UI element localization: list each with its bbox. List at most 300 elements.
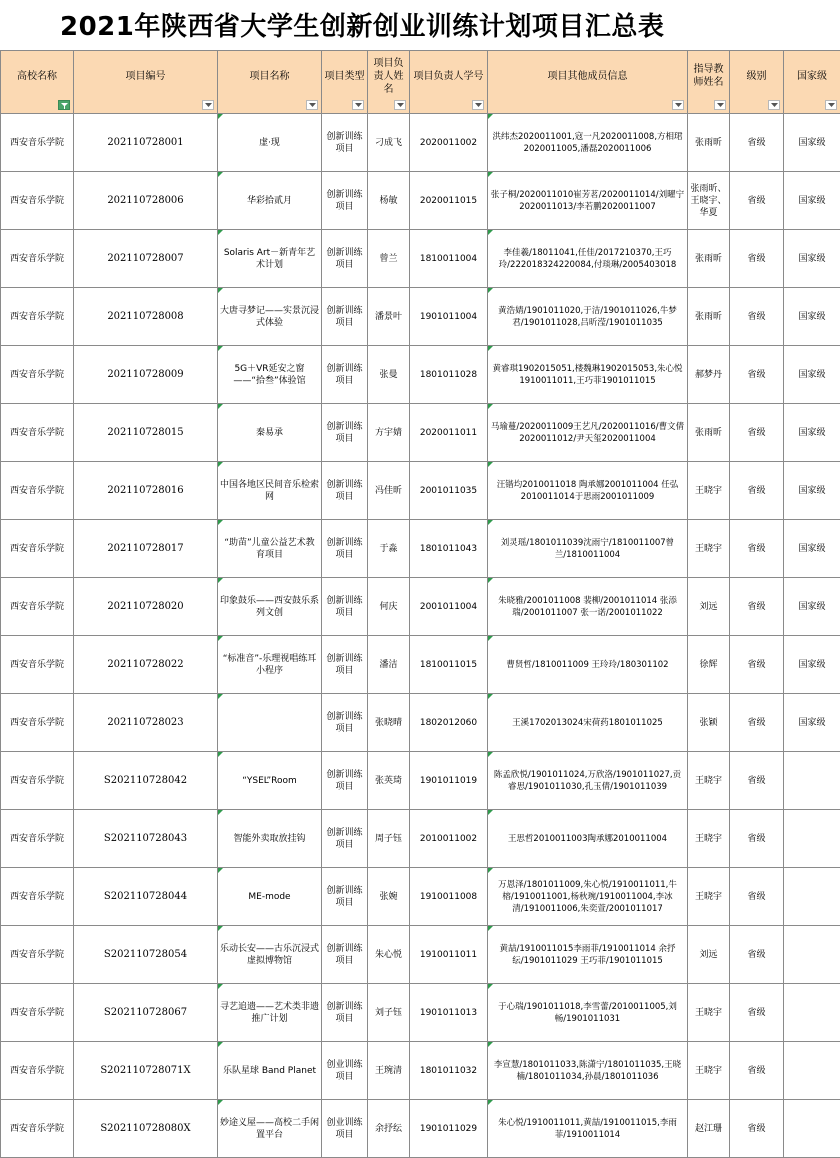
level-cell[interactable]: [730, 578, 784, 636]
national-cell[interactable]: [784, 752, 840, 810]
members-cell[interactable]: [488, 636, 688, 694]
cell-text: S202110728042: [104, 775, 187, 786]
cell-text: 王晓宇: [695, 834, 722, 844]
project-name-cell[interactable]: [218, 752, 322, 810]
cell-text: 1801011043: [420, 544, 477, 554]
cell-text: Solaris Art－新青年艺术计划: [224, 248, 315, 270]
project-name-cell[interactable]: [218, 172, 322, 230]
national-cell[interactable]: [784, 114, 840, 172]
advisor-cell[interactable]: [688, 346, 730, 404]
cell-text: 黄喆/1910011015李雨菲/1910011014 余抒纭/1901011029 王巧菲/1901011015: [499, 944, 675, 966]
filter-dropdown-icon[interactable]: [472, 100, 484, 110]
filter-dropdown-icon[interactable]: [672, 100, 684, 110]
members-cell[interactable]: [488, 114, 688, 172]
leader-id-cell[interactable]: [410, 114, 488, 172]
filter-dropdown-icon[interactable]: [825, 100, 837, 110]
advisor-cell[interactable]: [688, 636, 730, 694]
project-name-cell[interactable]: [218, 230, 322, 288]
cell-text: 西安音乐学院: [10, 718, 64, 728]
level-cell[interactable]: [730, 1042, 784, 1100]
cell-text: 赵江珊: [695, 1124, 722, 1134]
leader-id-cell[interactable]: [410, 984, 488, 1042]
national-cell[interactable]: [784, 1042, 840, 1100]
school-cell[interactable]: [1, 1042, 74, 1100]
leader-name-cell[interactable]: [368, 578, 410, 636]
filter-dropdown-icon[interactable]: [306, 100, 318, 110]
cell-text: “标准音”-乐理视唱练耳小程序: [223, 654, 317, 676]
advisor-cell[interactable]: [688, 230, 730, 288]
cell-text: 王晓宇: [695, 776, 722, 786]
leader-name-cell[interactable]: [368, 694, 410, 752]
national-cell[interactable]: [784, 578, 840, 636]
project-type-cell[interactable]: [322, 520, 368, 578]
table-row: [1, 288, 840, 346]
project-name-cell[interactable]: [218, 114, 322, 172]
leader-name-cell[interactable]: [368, 636, 410, 694]
cell-comment-marker: [488, 752, 493, 757]
cell-comment-marker: [218, 578, 223, 583]
leader-id-cell[interactable]: [410, 868, 488, 926]
project-type-cell[interactable]: [322, 984, 368, 1042]
level-cell[interactable]: [730, 1100, 784, 1158]
level-cell[interactable]: [730, 520, 784, 578]
cell-text: 于心瑞/1901011018,李雪蕾/2010011005,刘畅/1901011031: [498, 1002, 677, 1024]
project-id-cell[interactable]: [74, 1100, 218, 1158]
project-id-cell[interactable]: [74, 114, 218, 172]
advisor-cell[interactable]: [688, 462, 730, 520]
project-name-cell[interactable]: [218, 810, 322, 868]
members-cell[interactable]: [488, 520, 688, 578]
cell-text: 印象鼓乐——西安鼓乐系列文创: [220, 596, 319, 618]
school-cell[interactable]: [1, 114, 74, 172]
leader-id-cell[interactable]: [410, 636, 488, 694]
members-cell[interactable]: [488, 578, 688, 636]
leader-name-cell[interactable]: [368, 172, 410, 230]
project-type-cell[interactable]: [322, 752, 368, 810]
leader-name-cell[interactable]: [368, 926, 410, 984]
leader-id-cell[interactable]: [410, 810, 488, 868]
cell-text: 刘子钰: [375, 1008, 402, 1018]
table-row: [1, 230, 840, 288]
leader-name-cell[interactable]: [368, 984, 410, 1042]
cell-text: 202110728009: [107, 369, 183, 380]
members-cell[interactable]: [488, 346, 688, 404]
project-id-cell[interactable]: [74, 810, 218, 868]
members-cell[interactable]: [488, 462, 688, 520]
school-cell[interactable]: [1, 462, 74, 520]
advisor-cell[interactable]: [688, 984, 730, 1042]
cell-text: 秦易承: [256, 428, 283, 438]
leader-id-cell[interactable]: [410, 172, 488, 230]
advisor-cell[interactable]: [688, 868, 730, 926]
school-cell[interactable]: [1, 404, 74, 462]
cell-text: 于淼: [379, 544, 397, 554]
cell-text: 西安音乐学院: [10, 1008, 64, 1018]
cell-text: 1901011004: [420, 312, 477, 322]
school-cell[interactable]: [1, 288, 74, 346]
project-type-cell[interactable]: [322, 288, 368, 346]
cell-text: 国家级: [798, 196, 825, 206]
advisor-cell[interactable]: [688, 810, 730, 868]
cell-text: 王琬清: [375, 1066, 402, 1076]
cell-comment-marker: [488, 984, 493, 989]
project-id-cell[interactable]: [74, 520, 218, 578]
project-id-cell[interactable]: [74, 288, 218, 346]
cell-text: 西安音乐学院: [10, 660, 64, 670]
leader-name-cell[interactable]: [368, 462, 410, 520]
project-name-cell[interactable]: [218, 578, 322, 636]
leader-id-cell[interactable]: [410, 346, 488, 404]
project-type-cell[interactable]: [322, 868, 368, 926]
cell-comment-marker: [218, 752, 223, 757]
cell-text: 202110728001: [107, 137, 183, 148]
cell-text: 西安音乐学院: [10, 950, 64, 960]
national-cell[interactable]: [784, 984, 840, 1042]
table-row: [1, 694, 840, 752]
members-cell[interactable]: [488, 404, 688, 462]
cell-comment-marker: [488, 694, 493, 699]
advisor-cell[interactable]: [688, 404, 730, 462]
leader-id-cell[interactable]: [410, 404, 488, 462]
cell-text: 西安音乐学院: [10, 254, 64, 264]
national-cell[interactable]: [784, 288, 840, 346]
table-row: [1, 636, 840, 694]
school-cell[interactable]: [1, 868, 74, 926]
table-row: [1, 1042, 840, 1100]
filter-dropdown-icon[interactable]: [714, 100, 726, 110]
project-id-cell[interactable]: [74, 404, 218, 462]
cell-comment-marker: [488, 1100, 493, 1105]
project-id-cell[interactable]: [74, 1042, 218, 1100]
leader-id-cell[interactable]: [410, 288, 488, 346]
leader-name-cell[interactable]: [368, 404, 410, 462]
project-type-cell[interactable]: [322, 114, 368, 172]
cell-comment-marker: [488, 636, 493, 641]
cell-comment-marker: [218, 404, 223, 409]
national-cell[interactable]: [784, 810, 840, 868]
members-cell[interactable]: [488, 810, 688, 868]
leader-id-cell[interactable]: [410, 1042, 488, 1100]
leader-name-cell[interactable]: [368, 1042, 410, 1100]
project-name-cell[interactable]: [218, 984, 322, 1042]
cell-text: 朱晓雅/2001011008 裴柳/2001011014 张添瑞/2001011007 张一诺/2001011022: [498, 596, 677, 618]
cell-text: 创新训练项目: [326, 828, 362, 850]
leader-id-cell[interactable]: [410, 694, 488, 752]
members-cell[interactable]: [488, 694, 688, 752]
cell-text: 国家级: [798, 254, 825, 264]
column-header: [784, 51, 840, 114]
cell-text: 王晓宇: [695, 1008, 722, 1018]
leader-name-cell[interactable]: [368, 288, 410, 346]
project-name-cell[interactable]: [218, 288, 322, 346]
cell-text: 1802012060: [420, 718, 477, 728]
cell-text: 王晓宇: [695, 892, 722, 902]
cell-text: 2001011004: [420, 602, 477, 612]
leader-name-cell[interactable]: [368, 346, 410, 404]
cell-text: 何庆: [379, 602, 397, 612]
leader-name-cell[interactable]: [368, 1100, 410, 1158]
cell-text: 张英琦: [375, 776, 402, 786]
cell-comment-marker: [488, 114, 493, 119]
project-id-cell[interactable]: [74, 172, 218, 230]
project-name-cell[interactable]: [218, 404, 322, 462]
cell-text: 王晓宇: [695, 544, 722, 554]
cell-text: “助苗”儿童公益艺术教育项目: [224, 538, 314, 560]
leader-name-cell[interactable]: [368, 230, 410, 288]
advisor-cell[interactable]: [688, 694, 730, 752]
cell-text: 张曼: [379, 370, 397, 380]
cell-comment-marker: [488, 346, 493, 351]
advisor-cell[interactable]: [688, 520, 730, 578]
project-type-cell[interactable]: [322, 230, 368, 288]
school-cell[interactable]: [1, 926, 74, 984]
column-header-label: 项目名称: [220, 70, 319, 83]
project-type-cell[interactable]: [322, 636, 368, 694]
cell-text: 西安音乐学院: [10, 834, 64, 844]
members-cell[interactable]: [488, 1100, 688, 1158]
cell-text: 西安音乐学院: [10, 312, 64, 322]
cell-text: 202110728015: [107, 427, 183, 438]
school-cell[interactable]: [1, 810, 74, 868]
cell-comment-marker: [218, 868, 223, 873]
column-header-label: 国家级: [786, 70, 838, 83]
project-type-cell[interactable]: [322, 172, 368, 230]
table-row: [1, 114, 840, 172]
project-type-cell[interactable]: [322, 578, 368, 636]
project-id-cell[interactable]: [74, 752, 218, 810]
cell-text: 张雨昕、王晓宇、华夏: [690, 184, 726, 218]
cell-text: 创新训练项目: [326, 596, 362, 618]
table-row: [1, 462, 840, 520]
leader-id-cell[interactable]: [410, 752, 488, 810]
cell-text: 刁成飞: [375, 138, 402, 148]
project-id-cell[interactable]: [74, 984, 218, 1042]
cell-text: 1901011013: [420, 1008, 477, 1018]
school-cell[interactable]: [1, 346, 74, 404]
leader-id-cell[interactable]: [410, 520, 488, 578]
national-cell[interactable]: [784, 694, 840, 752]
cell-comment-marker: [218, 1042, 223, 1047]
advisor-cell[interactable]: [688, 926, 730, 984]
cell-text: 国家级: [798, 544, 825, 554]
members-cell[interactable]: [488, 288, 688, 346]
cell-text: 潘景叶: [375, 312, 402, 322]
national-cell[interactable]: [784, 636, 840, 694]
leader-id-cell[interactable]: [410, 1100, 488, 1158]
advisor-cell[interactable]: [688, 1042, 730, 1100]
level-cell[interactable]: [730, 752, 784, 810]
national-cell[interactable]: [784, 926, 840, 984]
school-cell[interactable]: [1, 694, 74, 752]
school-cell[interactable]: [1, 1100, 74, 1158]
cell-text: 张雨昕: [695, 428, 722, 438]
level-cell[interactable]: [730, 636, 784, 694]
filter-dropdown-icon[interactable]: [394, 100, 406, 110]
level-cell[interactable]: [730, 462, 784, 520]
school-cell[interactable]: [1, 752, 74, 810]
members-cell[interactable]: [488, 172, 688, 230]
project-name-cell[interactable]: [218, 462, 322, 520]
cell-text: 1901011019: [420, 776, 477, 786]
project-name-cell[interactable]: [218, 346, 322, 404]
school-cell[interactable]: [1, 636, 74, 694]
cell-comment-marker: [218, 172, 223, 177]
cell-text: 1901011029: [420, 1124, 477, 1134]
level-cell[interactable]: [730, 694, 784, 752]
cell-text: 张雨昕: [695, 138, 722, 148]
column-header: [410, 51, 488, 114]
cell-text: 国家级: [798, 718, 825, 728]
cell-text: 张颖: [699, 718, 717, 728]
members-cell[interactable]: [488, 926, 688, 984]
cell-text: 寻艺追遗——艺术类非遗推广计划: [220, 1002, 319, 1024]
level-cell[interactable]: [730, 404, 784, 462]
leader-name-cell[interactable]: [368, 520, 410, 578]
column-header: [322, 51, 368, 114]
school-cell[interactable]: [1, 230, 74, 288]
table-row: [1, 810, 840, 868]
school-cell[interactable]: [1, 984, 74, 1042]
table-row: [1, 1100, 840, 1158]
level-cell[interactable]: [730, 172, 784, 230]
leader-id-cell[interactable]: [410, 578, 488, 636]
national-cell[interactable]: [784, 230, 840, 288]
national-cell[interactable]: [784, 520, 840, 578]
cell-text: 创新训练项目: [326, 770, 362, 792]
cell-text: 中国各地区民间音乐检索网: [220, 480, 319, 502]
table-row: [1, 752, 840, 810]
project-type-cell[interactable]: [322, 462, 368, 520]
project-type-cell[interactable]: [322, 1042, 368, 1100]
project-name-cell[interactable]: [218, 926, 322, 984]
project-id-cell[interactable]: [74, 694, 218, 752]
level-cell[interactable]: [730, 288, 784, 346]
leader-name-cell[interactable]: [368, 114, 410, 172]
school-cell[interactable]: [1, 520, 74, 578]
advisor-cell[interactable]: [688, 1100, 730, 1158]
project-id-cell[interactable]: [74, 578, 218, 636]
cell-text: 周子钰: [375, 834, 402, 844]
cell-text: 曹贤哲/1810011009 王玲玲/180301102: [506, 660, 668, 670]
national-cell[interactable]: [784, 404, 840, 462]
project-id-cell[interactable]: [74, 462, 218, 520]
project-type-cell[interactable]: [322, 346, 368, 404]
level-cell[interactable]: [730, 810, 784, 868]
project-id-cell[interactable]: [74, 926, 218, 984]
members-cell[interactable]: [488, 868, 688, 926]
cell-text: 西安音乐学院: [10, 1124, 64, 1134]
members-cell[interactable]: [488, 230, 688, 288]
cell-text: 洪纬杰2020011001,寇一凡2020011008,方相珺2020011005,潘磊2020011006: [492, 132, 682, 154]
advisor-cell[interactable]: [688, 114, 730, 172]
school-cell[interactable]: [1, 578, 74, 636]
cell-text: S202110728054: [104, 949, 187, 960]
leader-name-cell[interactable]: [368, 752, 410, 810]
national-cell[interactable]: [784, 868, 840, 926]
project-name-cell[interactable]: [218, 1042, 322, 1100]
cell-text: 创新训练项目: [326, 886, 362, 908]
national-cell[interactable]: [784, 346, 840, 404]
cell-text: 1910011011: [420, 950, 477, 960]
project-type-cell[interactable]: [322, 926, 368, 984]
cell-text: 2020011015: [420, 196, 477, 206]
cell-text: 省级: [747, 428, 765, 438]
national-cell[interactable]: [784, 172, 840, 230]
project-id-cell[interactable]: [74, 346, 218, 404]
project-name-cell[interactable]: [218, 1100, 322, 1158]
filter-dropdown-icon[interactable]: [352, 100, 364, 110]
leader-name-cell[interactable]: [368, 868, 410, 926]
project-type-cell[interactable]: [322, 404, 368, 462]
members-cell[interactable]: [488, 1042, 688, 1100]
level-cell[interactable]: [730, 346, 784, 404]
advisor-cell[interactable]: [688, 172, 730, 230]
project-name-cell[interactable]: [218, 868, 322, 926]
cell-text: 202110728020: [107, 601, 183, 612]
cell-comment-marker: [218, 984, 223, 989]
advisor-cell[interactable]: [688, 288, 730, 346]
advisor-cell[interactable]: [688, 578, 730, 636]
project-type-cell[interactable]: [322, 694, 368, 752]
column-header-label: 高校名称: [3, 70, 71, 83]
level-cell[interactable]: [730, 230, 784, 288]
leader-name-cell[interactable]: [368, 810, 410, 868]
members-cell[interactable]: [488, 752, 688, 810]
leader-id-cell[interactable]: [410, 230, 488, 288]
cell-text: 冯佳昕: [375, 486, 402, 496]
leader-id-cell[interactable]: [410, 926, 488, 984]
cell-comment-marker: [488, 172, 493, 177]
school-cell[interactable]: [1, 172, 74, 230]
table-row: [1, 404, 840, 462]
project-name-cell[interactable]: [218, 636, 322, 694]
cell-comment-marker: [488, 1042, 493, 1047]
national-cell[interactable]: [784, 1100, 840, 1158]
cell-text: 朱心悦: [375, 950, 402, 960]
project-type-cell[interactable]: [322, 810, 368, 868]
cell-comment-marker: [488, 926, 493, 931]
project-id-cell[interactable]: [74, 636, 218, 694]
project-id-cell[interactable]: [74, 230, 218, 288]
table-body: [1, 114, 840, 1158]
level-cell[interactable]: [730, 868, 784, 926]
project-type-cell[interactable]: [322, 1100, 368, 1158]
table-row: [1, 346, 840, 404]
filter-active-icon[interactable]: [58, 100, 70, 110]
advisor-cell[interactable]: [688, 752, 730, 810]
national-cell[interactable]: [784, 462, 840, 520]
level-cell[interactable]: [730, 926, 784, 984]
cell-text: 李佳羲/18011041,任佳/2017210370,王巧玲/222018324220084,付琰琳/2005403018: [499, 248, 677, 270]
cell-text: 妙途义屋——高校二手闲置平台: [220, 1118, 319, 1140]
project-name-cell[interactable]: [218, 694, 322, 752]
project-id-cell[interactable]: [74, 868, 218, 926]
members-cell[interactable]: [488, 984, 688, 1042]
level-cell[interactable]: [730, 984, 784, 1042]
leader-id-cell[interactable]: [410, 462, 488, 520]
level-cell[interactable]: [730, 114, 784, 172]
cell-text: 创新训练项目: [326, 422, 362, 444]
cell-text: 省级: [747, 544, 765, 554]
filter-dropdown-icon[interactable]: [768, 100, 780, 110]
column-header-label: 指导教师姓名: [690, 63, 727, 89]
cell-text: 省级: [747, 196, 765, 206]
filter-dropdown-icon[interactable]: [202, 100, 214, 110]
project-name-cell[interactable]: [218, 520, 322, 578]
column-header: [688, 51, 730, 114]
cell-text: 万恩泽/1801011009,朱心悦/1910011011,牛榕/1910011001,杨秋琬/1910011004,李冰清/1910011006,朱奕萱/2001011017: [498, 880, 677, 914]
cell-text: ME-mode: [248, 892, 290, 902]
